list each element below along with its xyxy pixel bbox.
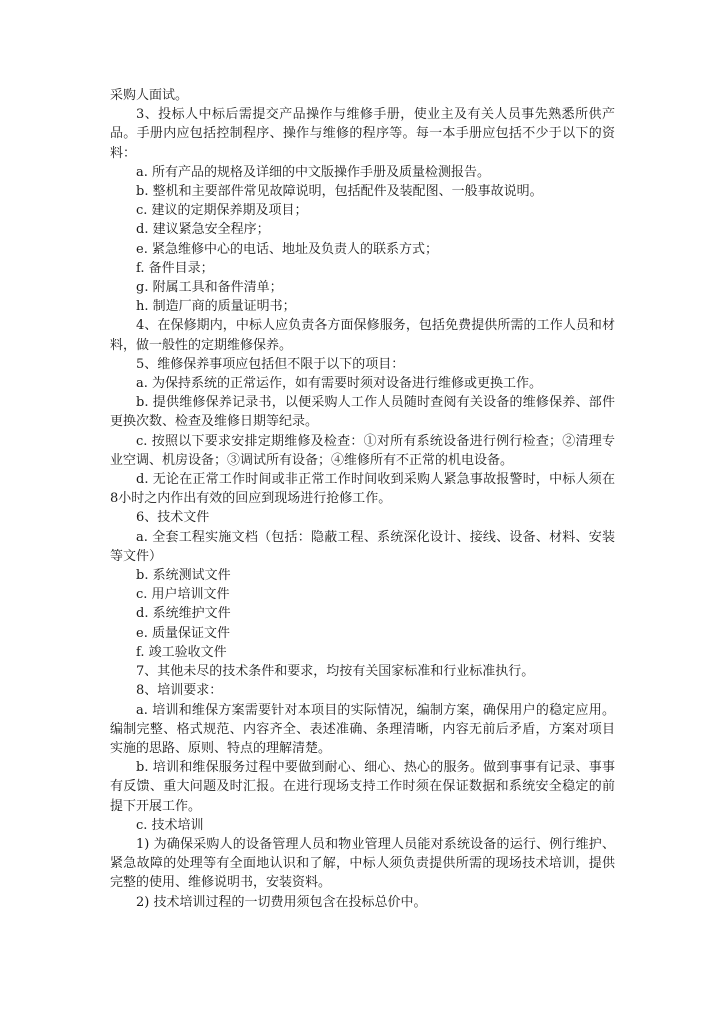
list-item: a. 所有产品的规格及详细的中文版操作手册及质量检测报告。 bbox=[136, 164, 491, 180]
list-item: 1) 为确保采购人的设备管理人员和物业管理人员能对系统设备的运行、例行维护、紧急故障的处理等有全面地认识和了解，中标人须负责提供所需的现场技术培训，提供完整的使用、维修说明书，安装资料。 bbox=[110, 836, 615, 891]
paragraph: 4、在保修期内，中标人应负责各方面保修服务，包括免费提供所需的工作人员和材料，做一般性的定期维修保养。 bbox=[110, 318, 615, 353]
list-item: d. 系统维护文件 bbox=[136, 606, 231, 622]
paragraph: 5、维修保养事项应包括但不限于以下的项目： bbox=[136, 356, 405, 372]
list-item: b. 系统测试文件 bbox=[136, 568, 231, 584]
paragraph: 7、其他未尽的技术条件和要求，均按有关国家标准和行业标准执行。 bbox=[136, 664, 535, 680]
list-item: f. 竣工验收文件 bbox=[136, 644, 227, 660]
list-item: b. 整机和主要部件常见故障说明，包括配件及装配图、一般事故说明。 bbox=[136, 184, 543, 200]
list-item: c. 技术培训 bbox=[136, 817, 204, 833]
list-item: a. 为保持系统的正常运作，如有需要时须对设备进行维修或更换工作。 bbox=[136, 376, 543, 392]
list-item: c. 用户培训文件 bbox=[136, 587, 230, 603]
paragraph: 采购人面试。 bbox=[110, 88, 189, 103]
document-page bbox=[110, 86, 615, 912]
list-item: e. 紧急维修中心的电话、地址及负责人的联系方式； bbox=[136, 241, 438, 257]
list-item: c. 建议的定期保养期及项目； bbox=[136, 203, 308, 219]
list-item: h. 制造厂商的质量证明书； bbox=[136, 299, 296, 315]
list-item: d. 无论在正常工作时间或非正常工作时间收到采购人紧急事故报警时，中标人须在8小时之内作出有效的回应到现场进行抢修工作。 bbox=[110, 472, 615, 507]
list-item: b. 培训和维保服务过程中要做到耐心、细心、热心的服务。做到事事有记录、事事有反馈、重大问题及时汇报。在进行现场支持工作时须在保证数据和系统安全稳定的前提下开展工作。 bbox=[110, 760, 615, 814]
list-item: g. 附属工具和备件清单； bbox=[136, 280, 283, 296]
list-item: c. 按照以下要求安排定期维修及检查：①对所有系统设备进行例行检查；②清理专业空调、机房设备；③调试所有设备；④维修所有不正常的机电设备。 bbox=[110, 433, 615, 468]
section-heading: 6、技术文件 bbox=[136, 510, 210, 526]
list-item: d. 建议紧急安全程序； bbox=[136, 222, 270, 238]
section-heading: 8、培训要求： bbox=[136, 683, 223, 699]
paragraph: 3、投标人中标后需提交产品操作与维修手册，使业主及有关人员事先熟悉所供产品。手册内应包括控制程序、操作与维修的程序等。每一本手册应包括不少于以下的资料： bbox=[110, 107, 615, 161]
list-item: 2) 技术培训过程的一切费用须包含在投标总价中。 bbox=[136, 894, 427, 910]
list-item: e. 质量保证文件 bbox=[136, 625, 230, 641]
list-item: a. 全套工程实施文档（包括：隐蔽工程、系统深化设计、接线、设备、材料、安装等文件） bbox=[110, 529, 615, 564]
list-item: b. 提供维修保养记录书，以便采购人工作人员随时查阅有关设备的维修保养、部件更换次数、检查及维修日期等纪录。 bbox=[110, 395, 615, 430]
list-item: f. 备件目录； bbox=[136, 260, 214, 276]
list-item: a. 培训和维保方案需要针对本项目的实际情况，编制方案，确保用户的稳定应用。编制完整、格式规范、内容齐全、表述准确、条理清晰，内容无前后矛盾，方案对项目实施的思路、原则、特点的理解清楚。 bbox=[110, 702, 615, 756]
